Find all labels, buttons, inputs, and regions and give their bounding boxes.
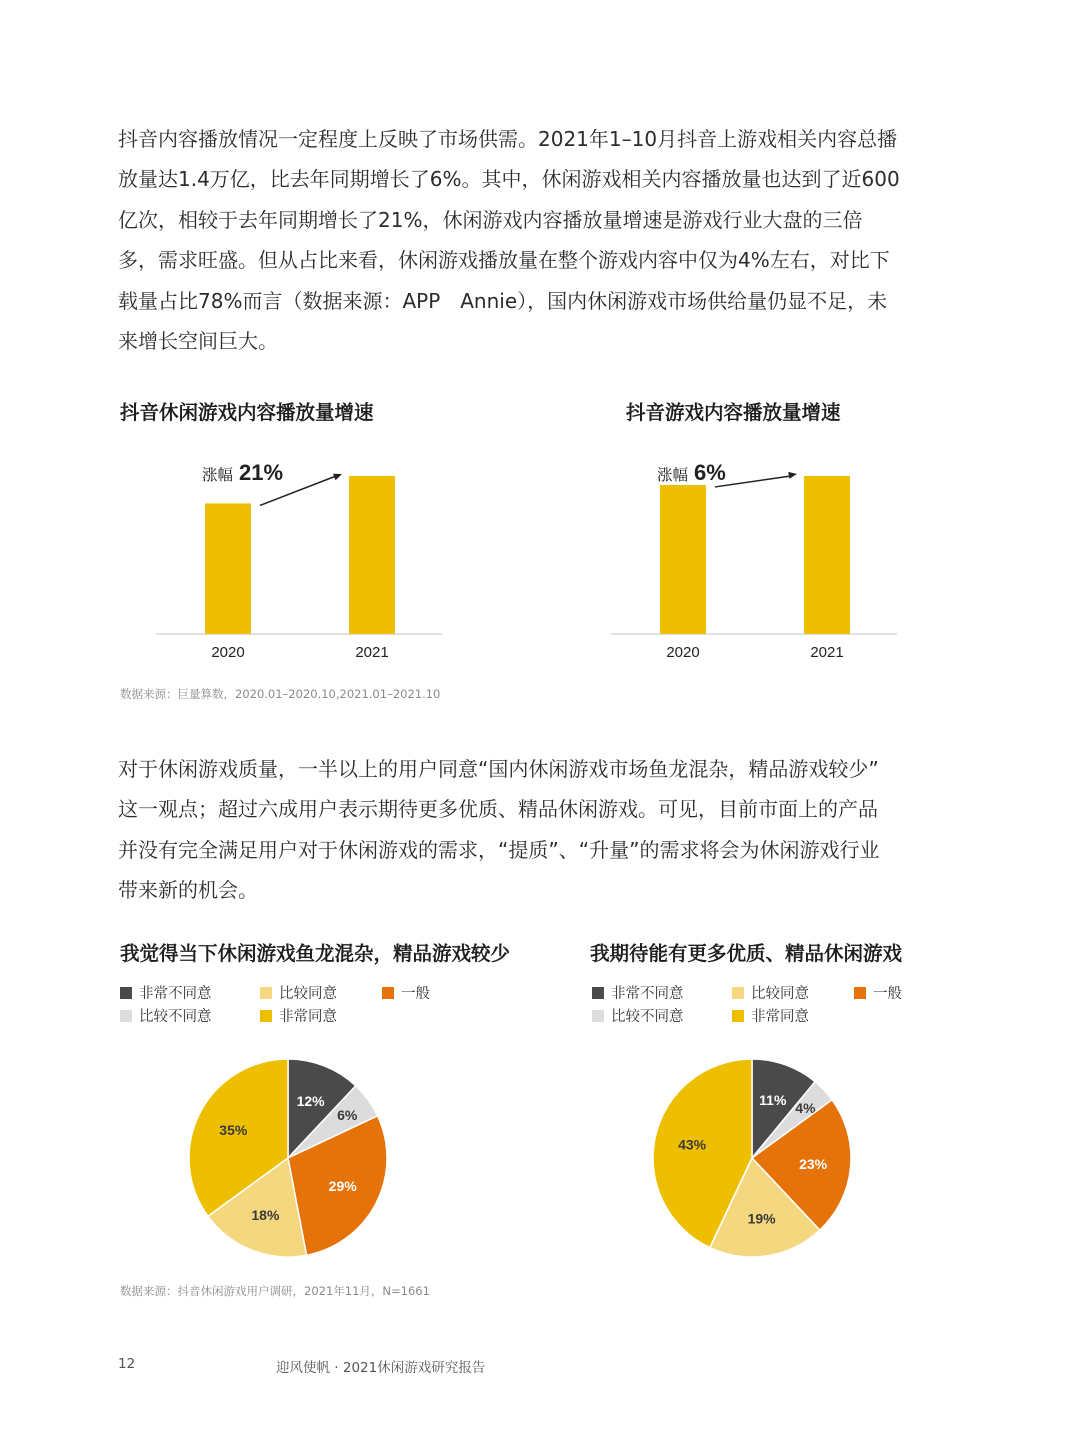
legend-label: 比较不同意 [611, 1009, 684, 1025]
growth-value: 6% [694, 460, 726, 485]
pie-legend-2 [592, 982, 932, 1026]
paragraph-line: 亿次，相较于去年同期增长了21%，休闲游戏内容播放量增速是游戏行业大盘的三倍 [118, 207, 863, 232]
paragraph-line: 来增长空间巨大。 [118, 329, 278, 354]
pie-legend-1 [120, 982, 480, 1026]
pie-chart-quality-agreement [186, 1056, 390, 1260]
paragraph-line: 并没有完全满足用户对于休闲游戏的需求，“提质”、“升量”的需求将会为休闲游戏行业 [118, 837, 880, 862]
pie-label: 12% [296, 1092, 325, 1109]
pie-label: 19% [747, 1210, 776, 1227]
legend-item [382, 982, 430, 1003]
pie-chart-1-title: 我觉得当下休闲游戏鱼龙混杂，精品游戏较少 [120, 942, 511, 965]
legend-item [854, 982, 902, 1003]
paragraph-line: 带来新的机会。 [118, 878, 258, 903]
paragraph-line: 放量达1.4万亿，比去年同期增长了6%。其中，休闲游戏相关内容播放量也达到了近600 [118, 167, 900, 192]
pie-label: 23% [799, 1155, 828, 1172]
legend-label: 非常不同意 [611, 986, 684, 1002]
legend-swatch [120, 1010, 132, 1022]
legend-label: 非常同意 [751, 1009, 809, 1025]
pie-label: 18% [251, 1207, 280, 1224]
intro-paragraph [118, 119, 918, 361]
legend-swatch [732, 987, 744, 999]
legend-item [260, 1005, 337, 1026]
pie-label: 6% [337, 1106, 358, 1123]
legend-item [592, 1005, 684, 1026]
legend-item [732, 982, 809, 1003]
legend-swatch [592, 987, 604, 999]
paragraph-line: 抖音内容播放情况一定程度上反映了市场供需。2021年1–10月抖音上游戏相关内容总播 [118, 127, 898, 151]
bar-chart-1-title: 抖音休闲游戏内容播放量增速 [120, 401, 374, 424]
legend-item [260, 982, 337, 1003]
source-note-1: 数据来源：巨量算数，2020.01–2020.10,2021.01–2021.10 [120, 687, 441, 701]
legend-swatch [854, 987, 866, 999]
pie-chart-expectation-agreement [650, 1056, 854, 1260]
growth-label: 涨幅 [202, 466, 234, 484]
bar-2021 [349, 476, 395, 634]
bar-2021 [804, 476, 850, 634]
legend-item [120, 982, 212, 1003]
legend-label: 一般 [401, 986, 430, 1002]
source-note-2: 数据来源：抖音休闲游戏用户调研，2021年11月，N=1661 [120, 1284, 430, 1298]
x-tick-label: 2020 [211, 644, 245, 661]
paragraph-line: 多，需求旺盛。但从占比来看，休闲游戏播放量在整个游戏内容中仅为4%左右，对比下 [118, 248, 890, 273]
bar-chart-game-growth [605, 450, 915, 670]
bar-chart-2-title: 抖音游戏内容播放量增速 [626, 401, 841, 424]
legend-item [732, 1005, 809, 1026]
legend-label: 比较同意 [279, 986, 337, 1002]
legend-swatch [382, 987, 394, 999]
growth-arrow-head [788, 472, 797, 479]
bar-2020 [660, 485, 706, 634]
growth-arrow-head [333, 474, 342, 481]
legend-swatch [260, 987, 272, 999]
paragraph-line: 载量占比78%而言（数据来源：APP Annie），国内休闲游戏市场供给量仍显不足，未 [118, 288, 888, 313]
pie-label: 35% [219, 1122, 248, 1139]
quality-paragraph [118, 749, 918, 911]
legend-label: 比较不同意 [139, 1009, 212, 1025]
page-number: 12 [118, 1356, 136, 1372]
x-tick-label: 2021 [810, 644, 844, 661]
x-tick-label: 2020 [666, 644, 700, 661]
pie-label: 4% [795, 1099, 816, 1116]
paragraph-line: 对于休闲游戏质量，一半以上的用户同意“国内休闲游戏市场鱼龙混杂，精品游戏较少” [118, 757, 879, 781]
legend-swatch [120, 987, 132, 999]
growth-value: 21% [239, 460, 284, 485]
legend-label: 一般 [873, 986, 902, 1002]
growth-label: 涨幅 [657, 466, 689, 484]
bar-2020 [205, 503, 251, 634]
legend-swatch [732, 1010, 744, 1022]
pie-chart-2-title: 我期待能有更多优质、精品休闲游戏 [590, 942, 903, 965]
legend-swatch [592, 1010, 604, 1022]
pie-label: 43% [678, 1136, 707, 1153]
legend-label: 非常不同意 [139, 986, 212, 1002]
paragraph-line: 这一观点；超过六成用户表示期待更多优质、精品休闲游戏。可见，目前市面上的产品 [118, 797, 878, 822]
legend-label: 比较同意 [751, 986, 809, 1002]
legend-label: 非常同意 [279, 1009, 337, 1025]
report-title: 迎风使帆 · 2021休闲游戏研究报告 [276, 1360, 486, 1376]
bar-chart-casual-growth [150, 450, 460, 670]
legend-item [120, 1005, 212, 1026]
x-tick-label: 2021 [355, 644, 389, 661]
growth-arrow-line [715, 476, 791, 487]
pie-label: 11% [759, 1092, 787, 1109]
legend-swatch [260, 1010, 272, 1022]
legend-item [592, 982, 684, 1003]
pie-label: 29% [328, 1177, 357, 1194]
